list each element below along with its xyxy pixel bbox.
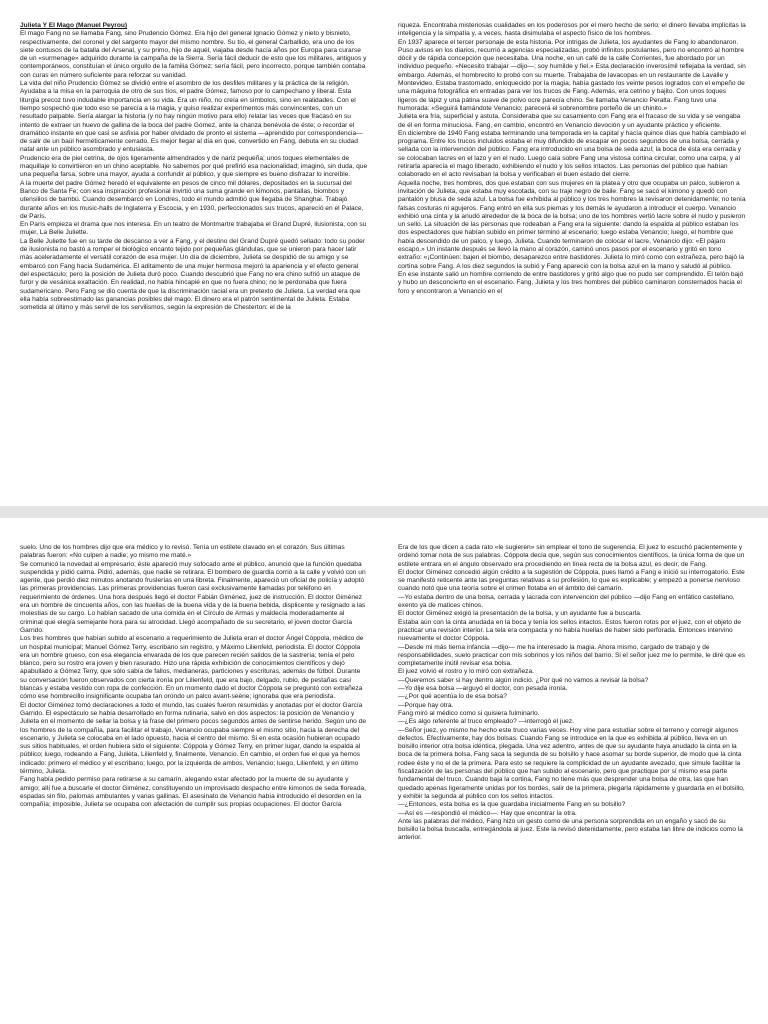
paragraph: —Yo dije esa bolsa —arguyó el doctor, con pesada ironía.	[398, 685, 568, 693]
paragraph: Julieta era fría, superficial y astuta. Consideraba que su casamiento con Fang era el fracaso de su vida y se vengaba de él en forma minuciosa. Fang, en cambio, encontró en Venancio devoción y un ayudante práctico y eficiente.	[398, 113, 741, 129]
paragraph: En diciembre de 1940 Fang estaba terminando una temporada en la capital y hacía quince días que había cambiado el programa. Entre los trucos incluidos estaba el muy difundido de escapar en pocos segundos de una bolsa, cerrada y sellada con la intervención del público. Fang era introducido en una bolsa de seda azul; la boca de ésta era cerrada y se colocaban lacres en el lazo y en el nudo. Luego caía sobre Fang una vistosa cortina circular, como una carpa, y al retirarla aparecía el mago liberado, exhibiendo el nudo y los sellos intactos. Las personas del público que habían colaborado en el acto revisaban la bolsa y verificaban el buen estado del cierre.	[398, 129, 746, 179]
paragraph: —Así es —respondió el médico—. Hay que encontrar la otra.	[398, 809, 577, 817]
paragraph: —Queremos saber si hay dentro algún indicio. ¿Por qué no vamos a revisar la bolsa?	[398, 676, 649, 684]
paragraph: El doctor Giménez tomó declaraciones a todo el mundo, las cuales fueron resumidas y anotadas por el doctor García Garrido. El espectáculo se había desarrollado en forma rutinaria, salvo en dos aspectos: la posición de Venancio y Julieta en el momento de sellar la bolsa y la frase del primero pocos segundos antes de sentirse herido. Según uno de los hombres de la compañía, para facilitar el trabajo, Venancio ocupaba siempre el mismo sitio, hacia la derecha del escenario, y Julieta se colocaba en el lado opuesto, hacia el centro del mismo. Si en esta ocasión hubieran ocupado sus sitios habituales, el orden hubiera sido el siguiente: Cóppola y Gómez Terry, en primer lugar, dando la espalda al público; luego, rodeando a Fang, Julieta, Lilienfeld y, finalmente, Venancio. En cambio, el orden fue el que ya hemos indicado: primero el médico y el escribano; luego, por la izquierda de ambos, Venancio; luego, Lilienfeld, y en último término, Julieta.	[20, 701, 367, 776]
paragraph: Fang miró al médico como si quisiera fulminarlo.	[398, 709, 540, 717]
paragraph: Aquella noche, tres hombres, dos que estaban con sus mujeres en la platea y otro que ocupaba un palco, subieron a invitación de Julieta, que estaba muy escotada, con su traje negro de baile. Fang se sacó el kimono y quedó con pantalón y blusa de seda azul. La bolsa fue exhibida al público y los tres hombres la revisaron detenidamente; no tenía falsas costuras ni agujeros. Fang entró en ella sus piernas y los demás le ayudaron a introducir el cuerpo. Venancio exhibió una cinta y la anudó alrededor de la boca de la bolsa; uno de los hombres vertió lacre sobre el nudo y pusieron un sello. La situación de las personas que rodeaban a Fang era la siguiente: dando la espalda al público estaban los dos espectadores que habían subido en primer término al escenario; luego estaba Venancio; luego, el hombre que había descendido de un palco, y luego, Julieta. Cuando terminaron de colocar el lacre, Venancio dijo: «El pájaro escapó.» Un instante después se llevó la mano al corazón, caminó unos pasos por el escenario y gritó en tono extraño: «¡Continúen: bajen el biombo, desaparezco entre bastidores. Julieta lo miró como con extrañeza, pero bajó la cortina sobre Fang. A los diez segundos la subió y Fang apareció con la bolsa azul en la mano y saludó al público.	[398, 179, 746, 270]
paragraph: Era de los que dicen a cada rato «le sugieren» sin emplear el tono de sugerencia. El juez lo escuchó pacientemente y ordenó tomar nota de sus palabras. Cóppola decía que, según sus conocimientos científicos, la única forma de que un estilete entrara en el ángulo observado era procediendo en línea recta de la bolsa azul, es decir, de Fang.	[398, 544, 745, 568]
paragraph: suelo. Uno de los hombres dijo que era médico y lo revisó. Tenía un estilete clavado en el corazón. Sus últimas palabras fueron: «No culpen a nadie; yo mismo me maté.»	[20, 544, 345, 560]
paragraph: —¿Entonces, esta bolsa es la que guardaba inicialmente Fang en su bolsillo?	[398, 801, 626, 809]
document-page-2	[0, 518, 768, 1024]
document-title: Julieta Y El Mago (Manuel Peyrou)	[20, 22, 128, 29]
paragraph: En 1937 aparece el tercer personaje de esta historia. Por intrigas de Julieta, los ayudantes de Fang lo abandonaron. Puso avisos en los diarios, recurrió a agencias especializadas, probó infinitos postulantes, pero no encontró al hombre dócil y de rápida concepción que necesitaba. Una noche, en un café de la calle Corrientes, fue abordado por un individuo pequeño. «Necesito trabajar —dijo—; soy humilde y fiel.» Esta declaración inverosímil reflejaba la verdad, sin embargo. Además, el hombrecito lo probó con su muerte. Trabajaba de lavacopas en un restaurante de Lavalle y Montevideo. Estaba trastornado, enloquecido por la magia; había gastado los veinte pesos logrados con el empeño de una máquina fotográfica en entradas para ver los trucos de Fang. Además, era cetrino y bajito. Con unos toques ligeros de lápiz y una pátina suave de polvo ocre parecía chino. Se llamaba Venancio Peralta. Fang tuvo una humorada: «Seguirá llamándote Venancio; parecerá el sobrenombre porteño de un chinito.»	[398, 38, 746, 112]
paragraph: En ese instante salió un hombre corriendo de entre bastidores y gritó algo que no pudo ser comprendido. El telón bajó y hubo un desconcierto en el escenario. Fang, Julieta y los tres hombres del público caminaron consternados hacia el foro y encontraron a Venancio en el	[398, 270, 744, 295]
paragraph: —Señor juez, yo mismo he hecho este truco varias veces. Hoy vine para estudiar sobre el terreno y corregir algunos defectos. Efectivamente, hay dos bolsas. Cuando Fang se introduce en la que es exhibida al público, lleva en un bolsillo interior otra bolsa idéntica, plegada. Una vez adentro, antes de que su ayudante haya anudado la cinta en la boca de la primera bolsa, Fang saca la segunda de su bolsillo y hace asomar su borde superior, de modo que la cinta rodee éste y no el de la primera. Para esto se requiere la complicidad de un ayudante avezado, que simule facilitar la fiscalización de las personas del público que han subido al escenario, pero que practique por sí mismo esa parte fundamental del truco. Cuando baja la cortina, Fang no tiene más que desprender una bolsa de otra, las que han quedado apenas ligeramente unidas por los bordes, salir de la primera, plegarla rápidamente y guardarla en el bolsillo, y exhibir la segunda al público con los sellos intactos.	[398, 726, 745, 800]
paragraph: La Belle Juliette fue en su tarde de descanso a ver a Fang, y el destino del Grand Dupré quedó sellado: todo su poder de ilusionista no bastó a romper el biológico encanto tejido por pequeñas glándulas, que se unieron para hacer latir más aceleradamente el versátil corazón de esa mujer. Un día de diciembre, Julieta se despidió de su amigo y se embarcó con Fang hacia Sudamérica. El aditamento de una mujer hermosa mejoró la apariencia y el efecto general del espectáculo; pero la posición de Julieta duró poco. Cuando descubrió que Fang no era chino sufrió un ataque de furor y de vesánica exaltación. En realidad, no había hincapié en que no fuera chino; no le perdonaba que fuera sudamericano. Pero Fang se dio cuenta de que la discriminación racial era un pretexto de Julieta. La verdad era que ella había sobreestimado las ganancias posibles del mago. El dinero era el patrón sentimental de Julieta. Estaba sometida al último y más servil de los servilismos, según la expresión de Chesterton: el de la	[20, 237, 365, 312]
page-separator	[0, 506, 768, 518]
paragraph: Estaba aún con la cinta anudada en la boca y tenía los sellos intactos. Estos fueron rotos por el juez, con el objeto de practicar una revisión interior. La tela era compacta y no había huellas de haber sido perforada. Entonces intervino nuevamente el doctor Cóppola.	[398, 618, 742, 643]
page-1-left-column	[20, 22, 368, 500]
paragraph: El doctor Giménez exigió la presentación de la bolsa, y un ayudante fue a buscarla.	[398, 610, 642, 618]
paragraph: —Porque hay otra.	[398, 701, 454, 709]
page-1-right-column	[398, 22, 746, 500]
paragraph: El mago Fang no se llamaba Fang, sino Prudencio Gómez. Era hijo del general Ignacio Gómez y nieto y bisnieto, respectivamente, del coronel y del sargento mayor del mismo nombre. Su tío, el general Carballido, era uno de los siete contusos de la batalla del Arsenal, y su primo, hijo de aquél, viajaba desde hacía años por Europa para curarse de un «surmenage» adquirido durante la campaña de la Sierra. Sería fácil deducir de esto que los militares, antiguos y contemporáneos, constituían el único orgullo de la familia Gómez; sería fácil, pero incorrecto, porque también contaba con curas en número suficiente para reforzar su vanidad.	[20, 30, 367, 79]
paragraph: Se comunicó la novedad al empresario; éste apareció muy sofocado ante el público, anunció que la función quedaba suspendida y pidió calma. Pidió, además, que nadie se retirara. El bombero de guardia corrió a la calle y volvió con un agente, que perdió diez minutos anotando fruslerías en una libreta. Finalmente, apareció un oficial de policía y adoptó las primeras providencias. Las primeras providencias fueron casi exclusivamente llamadas por teléfono en requerimiento de órdenes. Una hora después llegó el doctor Fabián Giménez, juez de instrucción. El doctor Giménez era un hombre de cincuenta años, con las huellas de la buena vida y de la buena bebida, displicente y resignado a las molestias de su cargo. Lo habían sacado de una comida en el Círculo de Armas y maldecía moderadamente al criminal que elegía semejante hora para su atrocidad. Llegó acompañado de su secretario, el joven doctor García Garrido.	[20, 560, 366, 634]
paragraph: —¿Por qué acentúa lo de esa bolsa?	[398, 693, 507, 701]
paragraph: —¿Es algo referente al truco empleado? —interrogó el juez.	[398, 718, 574, 726]
paragraph: —Yo estaba dentro de una bolsa, cerrada y lacrada con intervención del público —dijo Fang en enfático castellano, exento ya de matices chinos.	[398, 593, 735, 610]
paragraph: riqueza. Encontraba misteriosas cualidades en los poderosos por el mero hecho de serlo; el dinero llevaba implícitas la inteligencia y la simpatía y, a veces, hasta disimulaba el aspecto físico de los hombres.	[398, 22, 746, 38]
paragraph: Los tres hombres que habían subido al escenario a requerimiento de Julieta eran el doctor Ángel Cóppola, médico de un hospital municipal; Manuel Gómez Terry, escribano sin registro, y Máximo Lilienfeld, periodista. El doctor Cóppola era un hombre grueso, con esa elegancia envarada de los que parecen recién salidos de la sastrería; tenía el pelo blanco, pero su rostro era joven y bien rasurado. Hizo una rápida exhibición de conocimientos científicos y dejó apabullado a Gómez Terry, que sólo sabía de fallos, medianeras, particiones y escrituras, además de fútbol. Durante su conversación fueron observados con cierta ironía por Lilienfeld, que era bajo, delgado, rubio, de pestañas casi blancas y estaba vestido con ropa de confección. En un momento dado el doctor Cóppola se preguntó con extrañeza cómo ese hombrecillo insignificante ocupaba tan orondo un palco avant-seène; ignoraba que era periodista.	[20, 635, 364, 701]
paragraph: El juez volvió el rostro y lo miró con extrañeza.	[398, 668, 534, 676]
paragraph: A la muerte del padre Gómez heredó el equivalente en pesos de cinco mil dólares, depositados en la sucursal del Banco de Santa Fe; con esa inspiración profesional invirtió una suma grande en kimonos, pantallas, biombos y utensilios de bambú. Cuando desembarcó en Londres, todo el mundo admitió que llegaba de Shanghai. Trabajó durante años en los music-halls de Inglaterra y Escocia, y en 1930, perfeccionados sus trucos, apareció en el Palace, de París.	[20, 179, 364, 220]
paragraph: Prudencio era de piel cetrina, de ojos ligeramente almendrados y de nariz pequeña; unos toques elementales de maquillaje lo convirtieron en un chino aceptable. No sabemos por qué prefirió esa nacionalidad; imaginó, sin duda, que una pequeña farsa, sobre una mayor, ayuda a confundir al público, y que siempre es bueno disfrazar lo increíble.	[20, 154, 368, 179]
document-page-1	[0, 0, 768, 506]
page-2-left-column	[20, 544, 368, 1022]
paragraph: El doctor Giménez concedió algún crédito a la sugestión de Cóppola, pues llamó a Fang e inició su interrogatorio. Este se manifestó reticente ante las preguntas relativas a su profesión, lo que es explicable; y empezó a ponerse nervioso cuando notó que una teoría sobre el crimen flotaba en el ámbito del camarín.	[398, 568, 745, 593]
paragraph: —Desde mi más tierna infancia —dijo— me ha interesado la magia. Ahora mismo, cargado de trabajo y de responsabilidades, suelo practicar con mis sobrinos y los niños del barrio. Si el señor juez me lo permite, le diré que es completamente inútil revisar esa bolsa.	[398, 643, 746, 668]
page-2-right-column	[398, 544, 746, 1022]
paragraph: En París empieza el drama que nos interesa. En un teatro de Montmartre trabajaba el Grand Dupré, ilusionista, con su mujer, La Belle Juliette.	[20, 221, 367, 237]
paragraph: Fang había pedido permiso para retirarse a su camarín, alegando estar afectado por la muerte de su ayudante y amigo; allí fue a buscarle el doctor Giménez, constituyendo un improvisado despacho entre kimonos de seda floreada, espadas sin filo, palomas ambulantes y varias gallinas. El asesinato de Venancio había introducido el desorden en la compañía; imposible, Julieta se ocupaba con afectación de cumplir sus propias ocupaciones. El doctor García	[20, 776, 367, 809]
paragraph: La vida del niño Prudencio Gómez se dividió entre el asombro de los desfiles militares y la práctica de la religión. Ayudaba a la misa en la parroquia de otro de sus tíos, el padre Gómez, famoso por lo campechano y liberal. Esta liturgia precoz tuvo indudable importancia en su vida. Era un niño, no creía en símbolos, sino en realidades. Con el tiempo sospechó que todo eso se parecía a la magia, y quiso realizar experimentos más convincentes, con un resultado palpable. Sería alargar la historia (y no hay ningún motivo para ello) relatar las veces que fracasó en su intento de extraer un huevo de gallina de la boca del padre Gómez, ante la chanza benévola de éste; o recordar el dramático instante en que casi se asfixia por haber olvidado de pronto el sistema —aprendido por correspondencia— de salir de un baúl herméticamente cerrado. Es mejor llegar al día en que, convertido en Fang, debuta en su ciudad natal ante un público asombrado y entusiasta.	[20, 80, 363, 154]
paragraph: Ante las palabras del médico, Fang hizo un gesto como de una persona sorprendida en un engaño y sacó de su bolsillo la bolsa buscada, entregándola al juez. Este la revisó detenidamente, pero estaba tan libre de indicios como la anterior.	[398, 817, 743, 842]
